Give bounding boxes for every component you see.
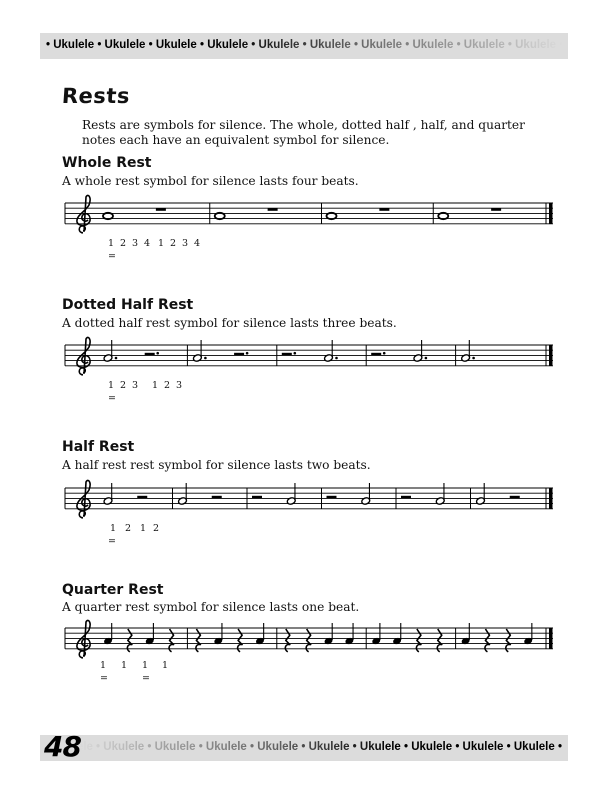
dotted-half-rest [234,352,248,356]
augmentation-dot [246,352,249,355]
treble-clef [77,620,90,657]
half-note [476,483,486,505]
measure [282,340,338,362]
measure [461,623,533,652]
dotted-half-note [413,340,427,362]
staff-lines [65,203,553,224]
count-label: 1 [121,660,128,671]
footer-band-text: ele • Ukulele • Ukulele • Ukulele • Ukulele • Ukulele • Ukulele • Ukulele • Ukulele • Ukulele • [76,741,562,753]
equals-sign: = [142,673,150,684]
augmentation-dot [472,357,475,360]
measure [103,340,159,362]
page-number: 48 [44,730,81,763]
measure [193,340,249,362]
whole-rest [379,208,389,211]
dotted-half-note [103,340,117,362]
augmentation-dot [335,357,338,360]
quarter-note [213,623,223,645]
count-label: 1 [100,660,107,671]
dotted-half-rest [371,352,385,356]
dotted-half-note [461,340,475,362]
count-label: 1 [108,238,115,249]
half-note [435,483,445,505]
dotted-half-note [193,340,207,362]
footer-band [40,735,568,761]
count-row-dotted-half-rest [0,380,612,410]
equals-sign: = [108,393,116,404]
half-rest [212,496,222,499]
half-rest [401,496,411,499]
header-band-text: • Ukulele • Ukulele • Ukulele • Ukulele • Ukulele • Ukulele • Ukulele • Ukulele • Ukulele • Ukulele • [46,39,564,51]
section-desc-quarter-rest: A quarter rest symbol for silence lasts one beat. [62,600,360,614]
half-note [286,483,296,505]
half-note [361,483,371,505]
whole-rest [491,208,501,211]
count-label: 1 [162,660,169,671]
dotted-half-rest [282,352,296,356]
count-label: 1 [142,660,149,671]
half-rest [252,496,262,499]
measure [178,483,222,505]
whole-rest [268,208,278,211]
section-heading-dotted-half-rest: Dotted Half Rest [62,297,194,313]
section-desc-whole-rest: A whole rest symbol for silence lasts four beats. [62,174,359,188]
measure [461,340,475,362]
equals-sign: = [100,673,108,684]
treble-clef [77,195,90,232]
augmentation-dot [294,352,297,355]
quarter-note [461,623,471,645]
measure [476,483,520,505]
measure [327,483,371,505]
rest-block [282,353,292,356]
staff-lines [65,345,553,366]
quarter-note [523,623,533,645]
dotted-half-note [324,340,338,362]
count-label: 1 [158,238,165,249]
quarter-note [255,623,265,645]
count-label: 3 [176,380,183,391]
augmentation-dot [115,357,118,360]
half-rest [510,496,520,499]
count-label: 1 [140,523,147,534]
quarter-note [324,623,334,645]
page-title: Rests [61,84,131,108]
final-barline-thick [549,345,553,366]
section-heading-quarter-rest: Quarter Rest [62,582,164,598]
rest-block [145,353,155,356]
count-label: 3 [132,380,139,391]
count-label: 4 [194,238,201,249]
quarter-note [103,623,113,645]
measure [401,483,445,505]
header-band [40,33,568,59]
measure [252,483,296,505]
section-heading-whole-rest: Whole Rest [62,155,152,171]
quarter-note [392,623,402,645]
treble-clef [77,337,90,374]
quarter-note [344,623,354,645]
count-row-quarter-rest [0,660,612,690]
final-barline-thick [549,488,553,509]
intro-paragraph: Rests are symbols for silence. The whole, dotted half , half, and quarter notes each have an equivalent symbol for silence. [82,118,525,147]
count-label: 2 [164,380,171,391]
half-rest [137,496,147,499]
augmentation-dot [383,352,386,355]
count-label: 4 [144,238,151,249]
measure [103,483,147,505]
count-label: 1 [110,523,117,534]
count-row-half-rest [0,523,612,553]
section-heading-half-rest: Half Rest [62,439,135,455]
augmentation-dot [156,352,159,355]
count-label: 2 [125,523,132,534]
count-label: 3 [132,238,139,249]
half-note [103,483,113,505]
count-label: 3 [182,238,189,249]
equals-sign: = [108,251,116,262]
section-desc-dotted-half-rest: A dotted half rest symbol for silence lasts three beats. [62,316,397,330]
measure [371,623,441,652]
rest-block [234,353,244,356]
measure [196,623,265,652]
count-label: 2 [170,238,177,249]
final-barline-thick [549,628,553,649]
equals-sign: = [108,536,116,547]
half-rest [327,496,337,499]
count-label: 2 [120,238,127,249]
section-desc-half-rest: A half rest rest symbol for silence lasts two beats. [62,458,371,472]
dotted-half-rest [145,352,159,356]
measure [285,623,354,652]
quarter-note [145,623,155,645]
quarter-note [371,623,381,645]
count-label: 1 [108,380,115,391]
measure [103,623,173,652]
final-barline-thick [549,203,553,224]
rest-block [371,353,381,356]
whole-rest [156,208,166,211]
augmentation-dot [425,357,428,360]
count-row-whole-rest [0,238,612,268]
augmentation-dot [204,357,207,360]
count-label: 1 [152,380,159,391]
count-label: 2 [120,380,127,391]
count-label: 2 [153,523,160,534]
treble-clef [77,480,90,517]
half-note [178,483,188,505]
measure [371,340,427,362]
